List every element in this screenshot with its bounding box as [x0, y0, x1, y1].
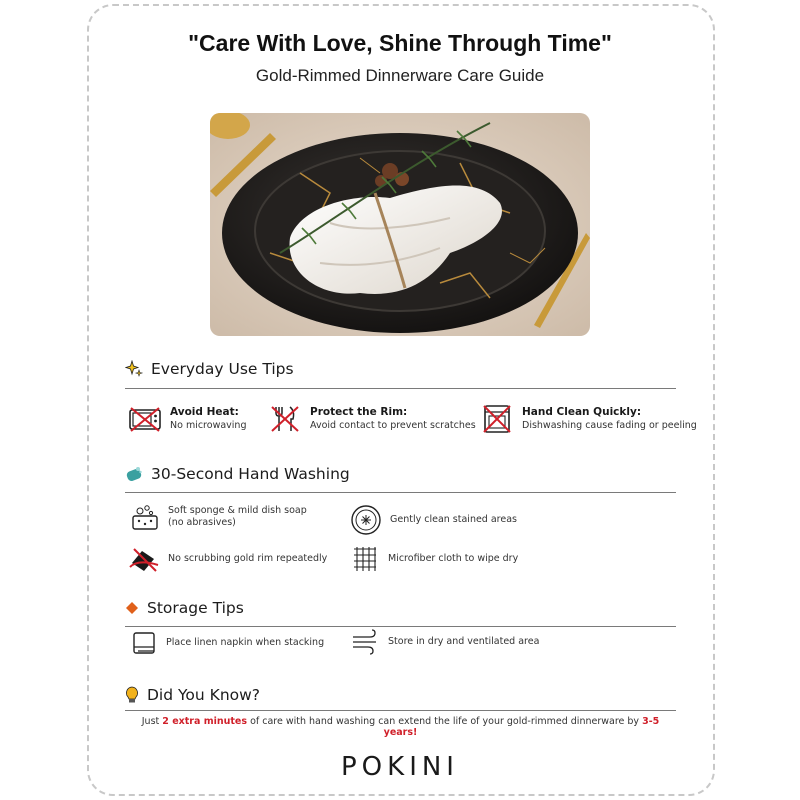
did-you-know-title: Did You Know?	[147, 686, 261, 704]
wash-step-sponge	[130, 502, 307, 532]
wash-step-gentle	[350, 504, 517, 536]
wash-step-text: No scrubbing gold rim repeatedly	[168, 552, 328, 564]
tip-desc: Dishwashing cause fading or peeling	[522, 420, 697, 431]
lightbulb-icon	[125, 686, 139, 704]
sponge-icon	[130, 502, 160, 532]
sparkles-icon	[125, 360, 143, 378]
wash-step-text: Gently clean stained areas	[390, 513, 517, 525]
wash-step-note: (no abrasives)	[168, 517, 236, 528]
storage-tips-title: Storage Tips	[147, 599, 244, 617]
know-text-start: Just	[141, 716, 163, 727]
storage-napkin	[130, 629, 324, 657]
page-subtitle: Gold-Rimmed Dinnerware Care Guide	[255, 66, 545, 85]
did-you-know-heading	[125, 686, 260, 704]
brand-logo: POKINI	[341, 752, 459, 782]
wash-step-text: Soft sponge & mild dish soap	[168, 504, 307, 516]
tip-avoid-heat	[128, 405, 246, 433]
did-you-know-text	[125, 716, 676, 738]
section-divider	[125, 388, 676, 389]
section-divider	[125, 710, 676, 711]
tip-hand-clean	[480, 405, 697, 433]
know-text-middle: of care with hand washing can extend the life of your gold-rimmed dinnerware by	[247, 716, 643, 727]
page-title: "Care With Love, Shine Through Time"	[188, 30, 612, 56]
section-divider	[125, 492, 676, 493]
soap-icon	[125, 465, 143, 483]
no-microwave-icon	[128, 405, 162, 433]
ventilation-icon	[350, 629, 380, 655]
wash-step-dry	[350, 545, 518, 573]
clean-plate-icon	[350, 504, 382, 536]
tip-desc: No microwaving	[170, 420, 247, 431]
tip-title: Protect the Rim:	[310, 406, 408, 418]
no-dishwasher-icon	[480, 405, 514, 433]
napkin-stack-icon	[130, 629, 158, 657]
tip-protect-rim	[268, 405, 476, 433]
highlight-minutes: 2 extra minutes	[162, 716, 248, 727]
storage-tips-heading	[125, 599, 244, 617]
tip-desc: Avoid contact to prevent scratches	[310, 420, 476, 431]
storage-text: Store in dry and ventilated area	[388, 635, 540, 647]
microfiber-cloth-icon	[350, 545, 380, 573]
highlight-years: 3-5 years!	[383, 716, 660, 738]
black-marble-plates-with-napkin-photo	[210, 113, 590, 336]
no-scrub-icon	[128, 545, 160, 573]
diamond-icon	[125, 601, 139, 615]
tip-title: Hand Clean Quickly:	[522, 406, 642, 418]
wash-step-no-scrub	[128, 545, 327, 573]
storage-text: Place linen napkin when stacking	[166, 636, 325, 648]
everyday-tips-heading	[125, 360, 294, 378]
storage-dry	[350, 629, 539, 655]
no-cutlery-icon	[268, 405, 302, 433]
everyday-tips-title: Everyday Use Tips	[151, 360, 294, 378]
hand-washing-title: 30-Second Hand Washing	[151, 465, 350, 483]
hand-washing-heading	[125, 465, 350, 483]
wash-step-text: Microfiber cloth to wipe dry	[388, 552, 519, 564]
section-divider	[125, 626, 676, 627]
tip-title: Avoid Heat:	[170, 406, 239, 418]
